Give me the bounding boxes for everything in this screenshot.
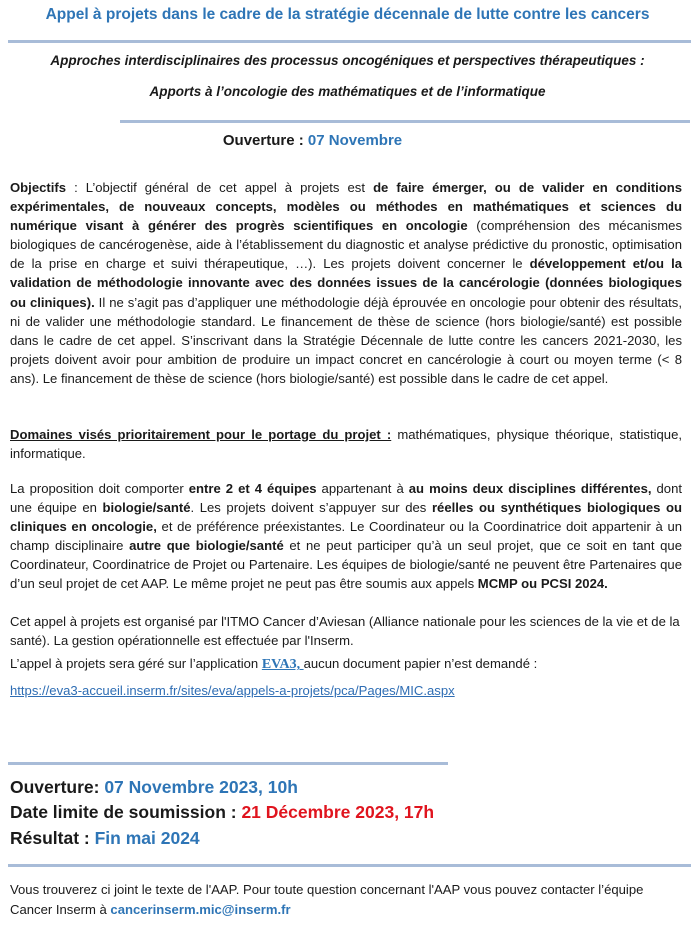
top-divider <box>8 40 691 43</box>
proposal-run: et de préférence préexistantes. Le Coordinateur ou la Coordinatrice doit appartenir à un champ disciplinaire <box>10 519 683 554</box>
contact-email-link[interactable]: cancerinserm.mic@inserm.fr <box>110 902 291 917</box>
application-paragraph <box>10 654 682 674</box>
organisation-paragraph: Cet appel à projets est organisé par l'ITMO Cancer d’Aviesan (Alliance nationale pour les sciences de la vie et de la santé). La gestion opérationnelle est effectuée par l'Inserm. <box>10 614 680 649</box>
application-text-after: aucun document papier n’est demandé : <box>303 656 538 671</box>
opening-label: Ouverture : <box>222 132 308 149</box>
proposal-run: dont une équipe en <box>10 481 683 516</box>
subtitle-line-1: Approches interdisciplinaires des processus oncogéniques et perspectives thérapeutiques : <box>50 53 645 68</box>
schedule-result-value: Fin mai 2024 <box>94 828 200 848</box>
schedule-deadline-value: 21 Décembre 2023, 17h <box>241 802 435 822</box>
proposal-run: et ne peut participer qu’à un seul projet, que ce soit en tant que Coordinateur, Coordinatrice de Projet ou Partenaire. Les équipes de biologie/santé ne peuvent être Partenaires que d’un seul projet de cet AAP. Le même projet ne peut pas être soumis aux appels <box>10 538 682 592</box>
url-line <box>10 681 682 700</box>
schedule-result <box>10 826 200 851</box>
schedule-deadline <box>10 800 434 825</box>
objectives-paragraph <box>10 178 682 388</box>
footer-divider <box>8 864 691 867</box>
schedule-deadline-label: Date limite de soumission : <box>10 802 242 822</box>
eva3-link[interactable]: EVA3, <box>261 657 304 672</box>
objectives-run: (compréhension des mécanismes biologiques de cancérogenèse, aide à l’établissement du diagnostic et analyse prédictive du pronostic, optimisation de la prise en charge et suivi thérapeutique, …). Les projets doivent concerner le <box>10 218 682 272</box>
objectives-run: : L’objectif général de cet appel à projets est <box>66 180 374 195</box>
proposal-run: . Les projets doivent s’appuyer sur des <box>190 500 432 516</box>
footer-text: Vous trouverez ci joint le texte de l'AAP. Pour toute question concernant l'AAP vous pouvez contacter l’équipe Cancer Inserm à <box>10 882 644 917</box>
domains-label: Domaines visés prioritairement pour le portage du projet : <box>10 427 392 442</box>
schedule-divider <box>8 762 448 765</box>
application-text-before: L’appel à projets sera géré sur l’application <box>10 656 262 671</box>
proposal-run: réelles ou synthétiques biologiques ou cliniques en oncologie, <box>10 500 682 535</box>
opening-date: 07 Novembre <box>307 132 403 149</box>
schedule-opening-label: Ouverture: <box>10 777 105 797</box>
proposal-run: appartenant à <box>316 481 409 496</box>
objectives-run: développement et/ou la validation de méthodologie innovante avec des données issues de la cancérologie (données biologiques ou cliniques). <box>10 256 682 310</box>
objectives-run: Objectifs <box>10 180 67 195</box>
objectives-run: Il ne s’agit pas d’appliquer une méthodologie déjà éprouvée en oncologie pour obtenir des résultats, ni de valider une méthodologie standard. Le financement de thèse de science (hors biologie/santé) est possible dans le cadre de cet appel. S’inscrivant dans la Stratégie Décennale de lutte contre les cancers 2021-2030, les projets doivent avoir pour ambition de produire un impact concret en cancérologie à court ou moyen terme (< 8 ans). Le financement de thèse de science (hors biologie/santé) est possible dans le cadre de cet appel. <box>10 294 682 386</box>
objectives-run: de faire émerger, ou de valider en conditions expérimentales, de nouveaux concepts, modèles ou méthodes en mathématiques et sciences du numérique visant à générer des progrès scientifiques en oncologie <box>10 180 682 234</box>
footer-paragraph <box>10 880 685 920</box>
proposal-run: MCMP ou PCSI 2024. <box>477 576 608 592</box>
proposal-run: biologie/santé <box>102 500 191 516</box>
subtitle-line-2: Apports à l’oncologie des mathématiques et de l’informatique <box>149 84 546 99</box>
page-title: Appel à projets dans le cadre de la stratégie décennale de lutte contre les cancers <box>45 6 650 23</box>
subtitle-divider <box>120 120 690 123</box>
proposal-run: La proposition doit comporter <box>10 481 189 496</box>
proposal-run: autre que biologie/santé <box>129 538 284 554</box>
schedule-opening <box>10 775 298 800</box>
schedule-result-label: Résultat : <box>10 828 95 848</box>
proposal-run: au moins deux disciplines différentes, <box>408 481 652 496</box>
proposal-run: entre 2 et 4 équipes <box>188 481 317 496</box>
proposal-paragraph <box>10 479 682 594</box>
opening-heading <box>0 132 625 149</box>
eva3-url-link[interactable]: https://eva3-accueil.inserm.fr/sites/eva/appels-a-projets/pca/Pages/MIC.aspx <box>10 683 455 698</box>
domains-paragraph <box>10 425 682 463</box>
domains-text: mathématiques, physique théorique, statistique, informatique. <box>10 427 682 462</box>
schedule-opening-value: 07 Novembre 2023, 10h <box>104 777 298 797</box>
